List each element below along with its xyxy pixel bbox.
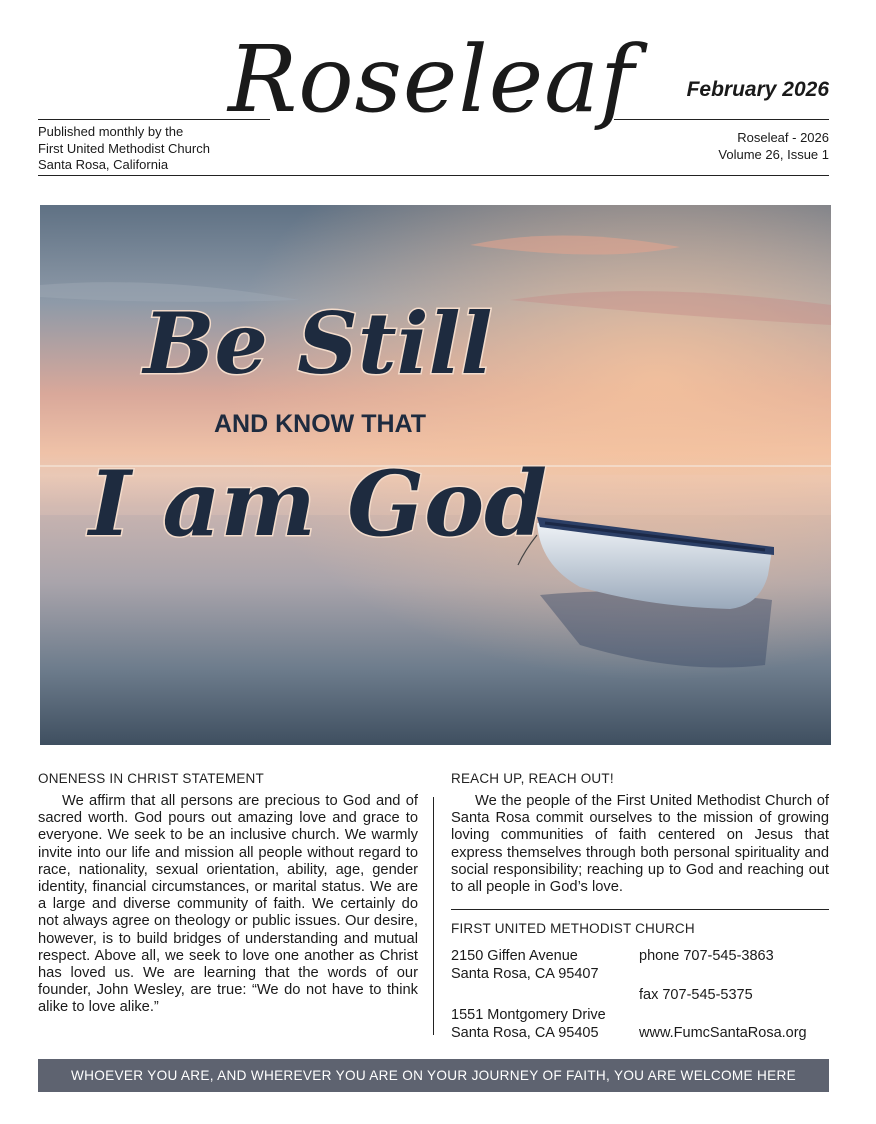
hero-line-and-know-that: AND KNOW THAT [214,410,426,438]
reach-body: We the people of the First United Methodist Church of Santa Rosa commit ourselves to the mission of growing loving communities of faith centered on Jesus that express themselves through both personal spirituality and social responsibility; reaching up to God and reaching out to all people in God’s love. [451,793,829,896]
welcome-banner-text: WHOEVER YOU ARE, AND WHEREVER YOU ARE ON YOUR JOURNEY OF FAITH, YOU ARE WELCOME HERE [71,1068,796,1083]
address-line: 1551 Montgomery Drive [451,1007,606,1023]
contact-heading: FIRST UNITED METHODIST CHURCH [451,921,695,936]
phone-number: phone 707-545-3863 [639,948,774,964]
address-giffen [451,947,599,983]
hero-line-be-still: Be Still [143,294,493,393]
publisher-line: Santa Rosa, California [38,157,169,172]
fax-number: fax 707-545-5375 [639,987,753,1003]
reach-heading: REACH UP, REACH OUT! [451,771,614,786]
address-line: Santa Rosa, CA 95407 [451,966,599,982]
address-line: Santa Rosa, CA 95405 [451,1025,599,1041]
oneness-heading: ONENESS IN CHRIST STATEMENT [38,771,264,786]
publisher-line: First United Methodist Church [38,140,210,156]
oneness-statement [38,793,418,1017]
website-link[interactable]: www.FumcSantaRosa.org [639,1025,807,1041]
publisher-line: Published monthly by the [38,124,184,139]
volume-info [718,130,829,163]
column-divider [433,797,434,1035]
reach-statement [451,793,829,896]
volume-line: Roseleaf - 2026 [737,130,829,145]
issue-date: February 2026 [686,78,829,101]
welcome-banner [38,1059,829,1092]
address-line: 2150 Giffen Avenue [451,948,578,964]
publisher-info [38,124,210,174]
oneness-body: We affirm that all persons are precious to God and of sacred worth. God pours out amazing love and grace to everyone. We seek to be an inclusive church. We warmly invite into our life and mission all people without regard to race, nationality, sexual orientation, ability, age, gender identity, financial circumstances, or marital status. We are a large and diverse community of faith. We certainly do not always agree on theology or public issues. Our desire, however, is to build bridges of understanding and mutual respect. Above all, we seek to love one another as Christ has loved us. We are learning that the words of our founder, John Wesley, are true: “We do not have to think alike to love alike.” [38,793,418,1016]
contact-divider [451,909,829,910]
volume-line: Volume 26, Issue 1 [718,146,829,162]
hero-illustration [40,205,831,745]
hero-image [40,205,831,745]
masthead-rule-bottom [38,175,829,176]
masthead-rule-right [614,119,829,120]
newsletter-title: Roseleaf [228,26,636,133]
hero-line-i-am-god: I am God [88,451,548,557]
address-montgomery [451,1006,606,1042]
